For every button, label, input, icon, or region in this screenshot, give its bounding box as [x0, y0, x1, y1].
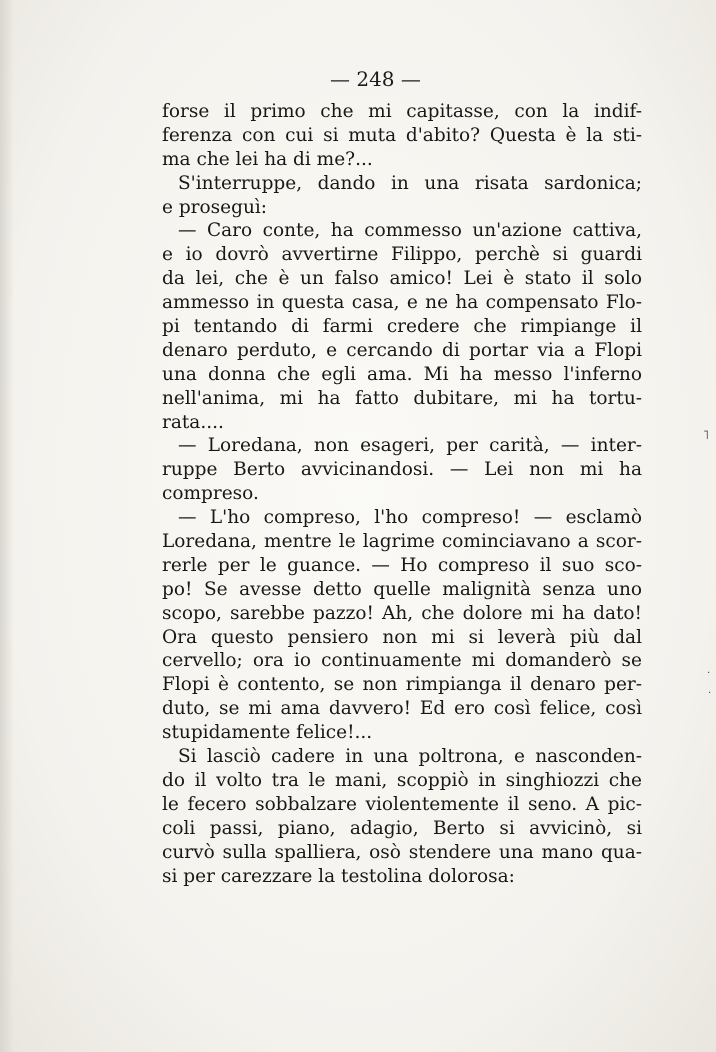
margin-speck: · [708, 688, 712, 699]
text-line: pi tentando di farmi credere che rimpiange il [162, 316, 642, 338]
margin-speck: ˥ [703, 428, 709, 442]
text-line: do il volto tra le mani, scoppiò in singhiozzi che [162, 769, 642, 791]
text-line: e io dovrò avvertirne Filippo, perchè si guardi [162, 244, 642, 266]
text-line: curvò sulla spalliera, osò stendere una mano qua- [162, 841, 642, 863]
text-line: si per carezzare la testolina dolorosa: [162, 865, 515, 887]
text-line: stupidamente felice!... [162, 722, 373, 744]
text-line: rerle per le guance. — Ho compreso il suo sco- [162, 554, 642, 576]
text-line: compreso. [162, 483, 259, 505]
text-line: denaro perduto, e cercando di portar via a Flopi [162, 339, 642, 361]
page-edge-shadow [0, 0, 14, 1052]
text-line: ferenza con cui si muta d'abito? Questa è la sti- [162, 124, 642, 146]
text-line: duto, se mi ama davvero! Ed ero così felice, così [162, 698, 642, 720]
body-text [162, 100, 642, 888]
text-line: Si lasciò cadere in una poltrona, e nasconden- [178, 746, 642, 768]
text-line: Flopi è contento, se non rimpianga il denaro per- [162, 674, 642, 696]
text-line: le fecero sobbalzare violentemente il seno. A pic- [162, 793, 642, 815]
text-line: nell'anima, mi ha fatto dubitare, mi ha tortu- [162, 387, 642, 409]
text-line: cervello; ora io continuamente mi domanderò se [162, 650, 642, 672]
text-line: — L'ho compreso, l'ho compreso! — esclamò [178, 507, 642, 529]
text-line: Ora questo pensiero non mi si leverà più dal [162, 626, 642, 648]
text-line: po! Se avesse detto quelle malignità senza uno [162, 578, 642, 600]
text-line: ammesso in questa casa, e ne ha compensato Flo- [162, 292, 642, 314]
text-line: e proseguì: [162, 196, 268, 218]
text-line: coli passi, piano, adagio, Berto si avvicinò, si [162, 817, 642, 839]
margin-speck: · [707, 668, 711, 679]
text-line: da lei, che è un falso amico! Lei è stato il solo [162, 268, 642, 290]
text-line: scopo, sarebbe pazzo! Ah, che dolore mi ha dato! [162, 602, 642, 624]
text-line: ma che lei ha di me?... [162, 148, 373, 170]
text-line: forse il primo che mi capitasse, con la indif- [162, 101, 642, 122]
text-line: Loredana, mentre le lagrime cominciavano a scor- [162, 531, 642, 553]
text-line: ruppe Berto avvicinandosi. — Lei non mi ha [162, 459, 642, 481]
text-line: S'interruppe, dando in una risata sardonica; [178, 172, 642, 194]
text-line: una donna che egli ama. Mi ha messo l'inferno [162, 363, 642, 385]
text-line: — Loredana, non esageri, per carità, — inter- [178, 435, 642, 457]
text-line: rata.... [162, 411, 224, 433]
text-line: — Caro conte, ha commesso un'azione cattiva, [178, 220, 642, 242]
page-number: — 248 — [330, 67, 421, 91]
